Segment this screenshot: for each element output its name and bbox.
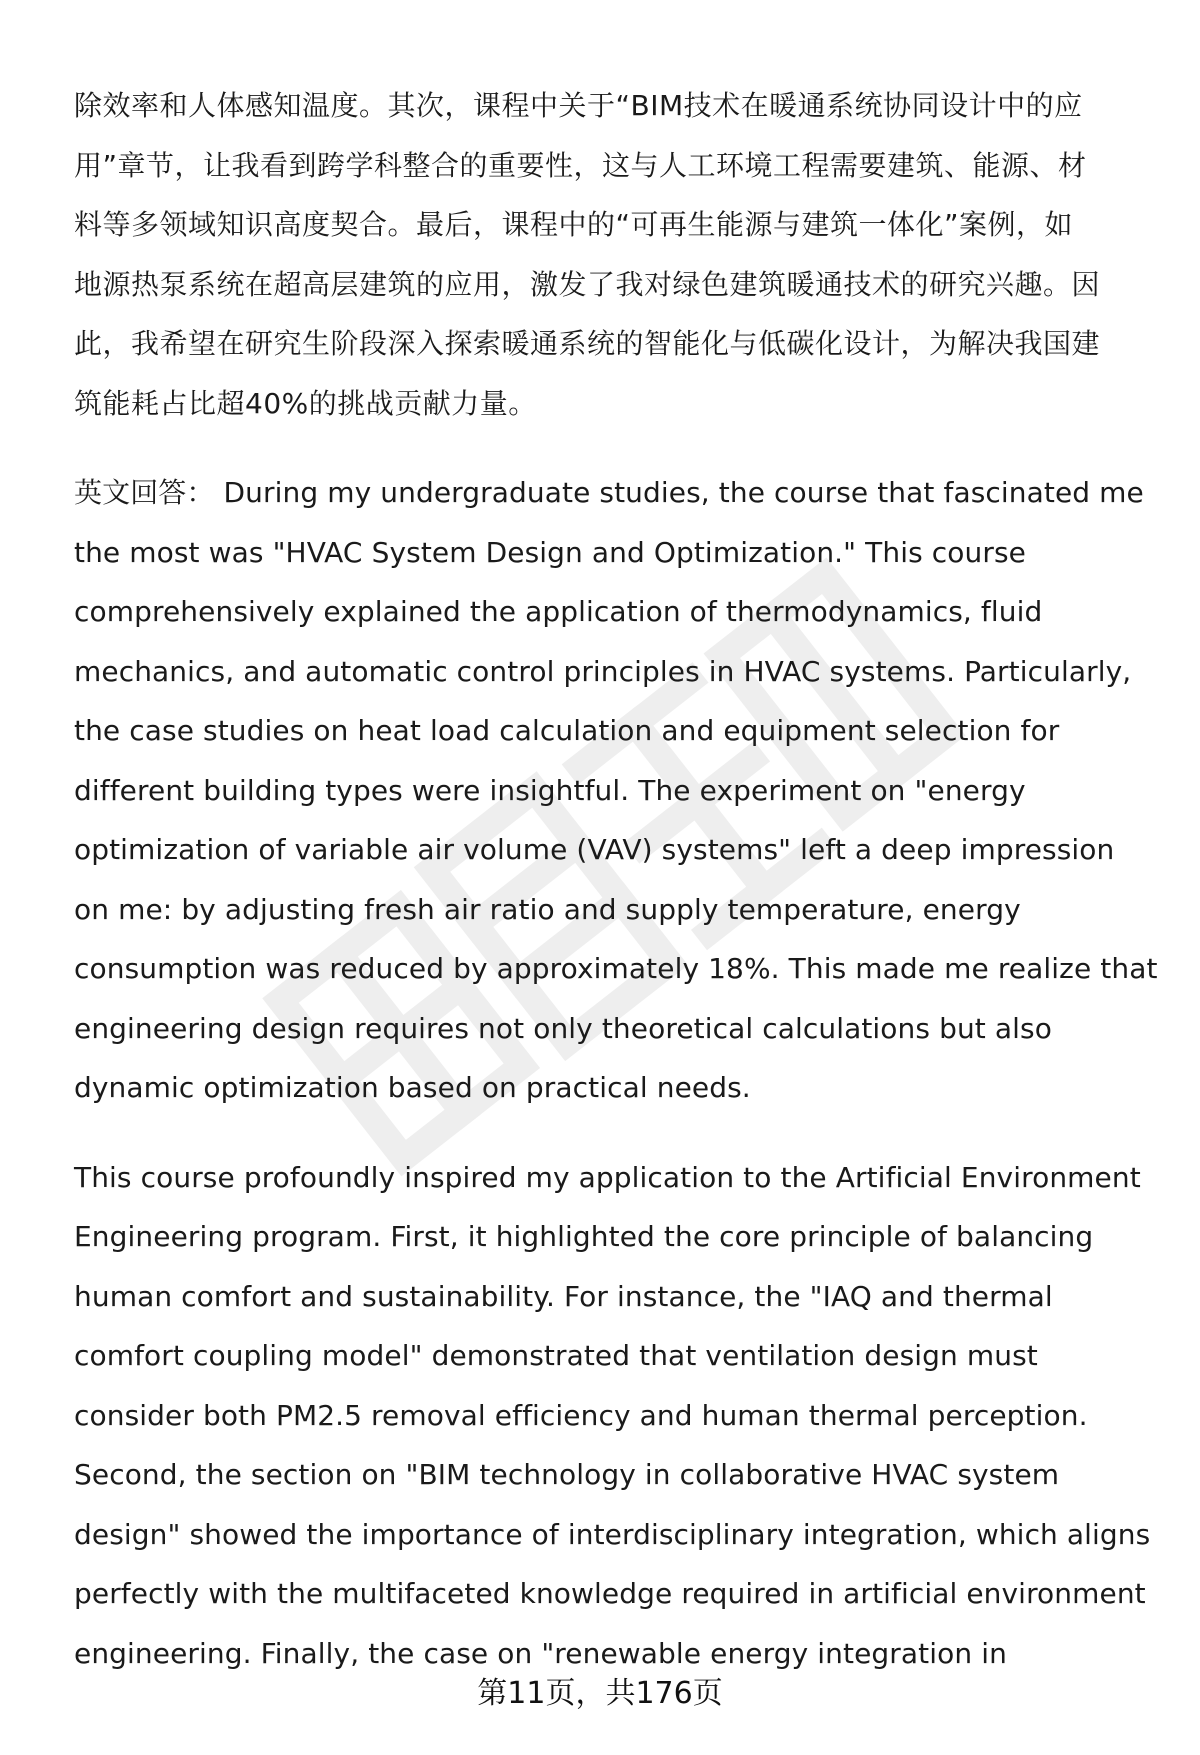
text-line: 用”章节，让我看到跨学科整合的重要性，这与人工环境工程需要建筑、能源、材 [74,148,1087,182]
text-line: 英文回答： During my undergraduate studies, the course that fascinated me [74,476,1144,509]
text-line: dynamic optimization based on practical needs. [74,1071,751,1104]
text-line: optimization of variable air volume (VAV) systems" left a deep impression [74,833,1115,866]
text-line: 除效率和人体感知温度。其次，课程中关于“BIM技术在暖通系统协同设计中的应 [74,89,1083,122]
text-line: 筑能耗占比超40%的挑战贡献力量。 [74,386,537,420]
text-line: comprehensively explained the application of thermodynamics, fluid [74,595,1043,628]
text-line: comfort coupling model" demonstrated that ventilation design must [74,1339,1038,1372]
text-line: on me: by adjusting fresh air ratio and supply temperature, energy [74,892,1021,926]
text-line: human comfort and sustainability. For instance, the "IAQ and thermal [74,1279,1053,1313]
text-line: mechanics, and automatic control principles in HVAC systems. Particularly, [74,654,1132,688]
page-content [74,76,1158,1683]
text-line: 地源热泵系统在超高层建筑的应用，激发了我对绿色建筑暖通技术的研究兴趣。因 [74,267,1101,301]
chinese-paragraph [74,76,1154,433]
text-line: the case studies on heat load calculation and equipment selection for [74,714,1060,747]
english-answer-paragraph [74,463,1158,1118]
text-line: engineering design requires not only theoretical calculations but also [74,1011,1052,1045]
text-line: This course profoundly inspired my application to the Artificial Environment [74,1160,1141,1194]
page-number-footer: 第11页，共176页 [477,1676,723,1711]
text-line: Engineering program. First, it highlighted the core principle of balancing [74,1220,1094,1253]
text-line: different building types were insightful. The experiment on "energy [74,773,1026,807]
text-line: the most was "HVAC System Design and Optimization." This course [74,535,1026,569]
text-line: Second, the section on "BIM technology in collaborative HVAC system [74,1458,1060,1491]
text-line: 料等多领域知识高度契合。最后，课程中的“可再生能源与建筑一体化”案例，如 [74,208,1074,241]
text-line: consider both PM2.5 removal efficiency and human thermal perception. [74,1398,1088,1432]
text-line: perfectly with the multifaceted knowledge required in artificial environment [74,1577,1146,1610]
text-line: consumption was reduced by approximately 18%. This made me realize that [74,952,1158,985]
text-line: 此，我希望在研究生阶段深入探索暖通系统的智能化与低碳化设计，为解决我国建 [74,327,1101,360]
text-line: engineering. Finally, the case on "renewable energy integration in [74,1636,1007,1670]
text-line: design" showed the importance of interdisciplinary integration, which aligns [74,1517,1151,1551]
english-second-paragraph [74,1148,1154,1684]
